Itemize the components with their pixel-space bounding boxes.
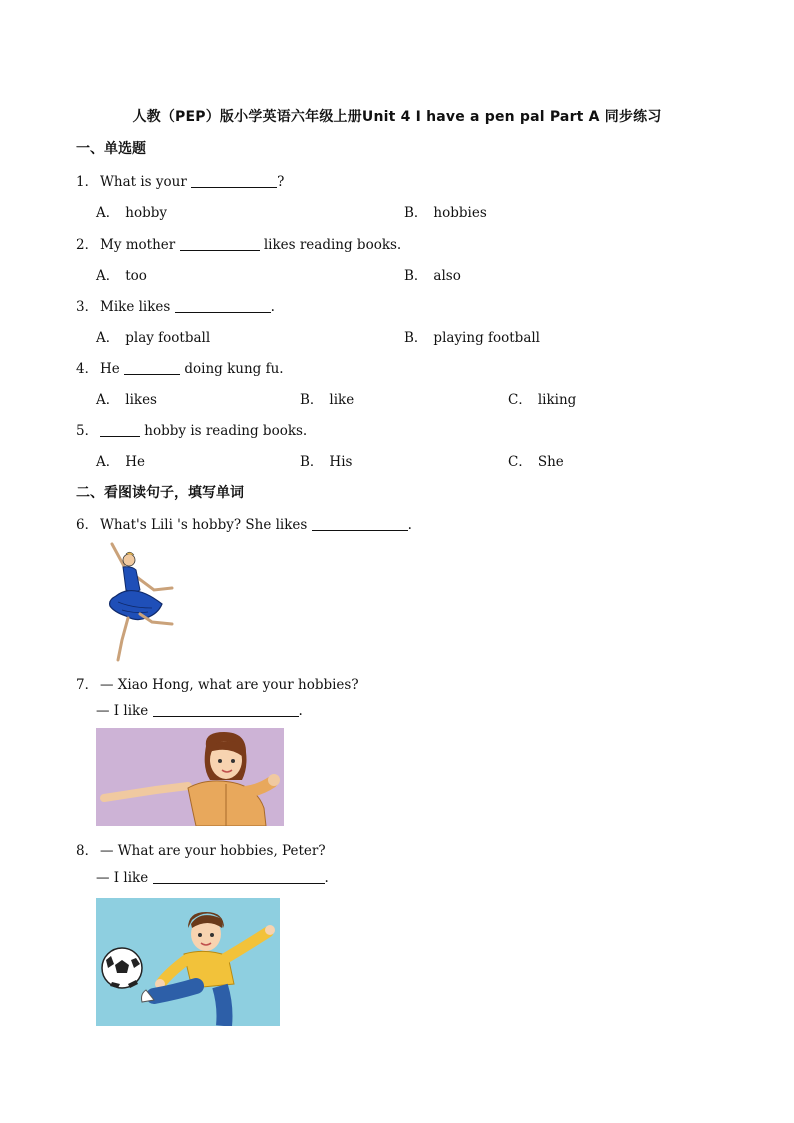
option-c[interactable] [508, 388, 576, 408]
option-text: play football [125, 330, 211, 346]
question-text-end: . [270, 299, 275, 315]
option-letter: A． [96, 268, 120, 284]
option-letter: C． [508, 392, 532, 408]
answer-line-8 [96, 870, 329, 886]
option-text: His [329, 454, 353, 470]
question-text-end: doing kung fu. [180, 361, 284, 377]
option-text: too [125, 268, 147, 284]
question-text: — What are your hobbies, Peter? [100, 843, 326, 859]
answer-blank[interactable] [124, 361, 180, 375]
question-text: What's Lili 's hobby? She likes [100, 517, 312, 533]
answer-blank[interactable] [153, 870, 325, 884]
section-heading-multiple-choice: 一、单选题 [76, 141, 146, 157]
answer-prefix: — I like [96, 703, 153, 719]
option-c[interactable] [508, 450, 564, 470]
question-text-end: hobby is reading books. [140, 423, 308, 439]
question-text: My mother [100, 237, 180, 253]
option-text: like [329, 392, 355, 408]
question-text: What is your [100, 174, 192, 190]
question-8 [76, 839, 326, 859]
option-letter: A． [96, 205, 120, 221]
answer-blank[interactable] [312, 517, 408, 531]
option-letter: B． [300, 454, 324, 470]
option-b[interactable] [404, 201, 487, 221]
answer-blank[interactable] [153, 703, 299, 717]
question-2 [76, 233, 401, 253]
option-a[interactable] [96, 326, 210, 346]
answer-suffix: . [324, 870, 329, 886]
kung-fu-girl-image [96, 728, 284, 826]
football-boy-image [96, 898, 280, 1026]
question-5 [76, 419, 307, 439]
ballet-dancer-image [92, 538, 182, 662]
page-title: 人教（PEP）版小学英语六年级上册Unit 4 I have a pen pal Part A 同步练习 [132, 109, 662, 125]
option-a[interactable] [96, 388, 157, 408]
question-3 [76, 295, 275, 315]
option-text: likes [125, 392, 157, 408]
question-6 [76, 513, 412, 533]
option-text: She [537, 454, 564, 470]
question-text-end: ? [277, 174, 285, 190]
question-text-end: . [407, 517, 412, 533]
answer-suffix: . [298, 703, 303, 719]
option-letter: B． [404, 205, 428, 221]
option-letter: A． [96, 330, 120, 346]
option-text: liking [537, 392, 577, 408]
answer-line-7 [96, 703, 303, 719]
question-number: 8． [76, 843, 99, 859]
option-letter: A． [96, 454, 120, 470]
option-text: hobbies [433, 205, 487, 221]
option-text: hobby [125, 205, 167, 221]
answer-blank[interactable] [180, 237, 260, 251]
option-a[interactable] [96, 264, 147, 284]
question-number: 2． [76, 237, 99, 253]
question-text: He [100, 361, 125, 377]
option-letter: B． [300, 392, 324, 408]
option-letter: C． [508, 454, 532, 470]
question-number: 3． [76, 299, 99, 315]
question-text-end: likes reading books. [259, 237, 402, 253]
option-letter: B． [404, 330, 428, 346]
question-7 [76, 673, 359, 693]
question-number: 5． [76, 423, 99, 439]
option-b[interactable] [404, 326, 540, 346]
answer-prefix: — I like [96, 870, 153, 886]
option-b[interactable] [404, 264, 461, 284]
question-number: 1． [76, 174, 99, 190]
option-text: playing football [433, 330, 541, 346]
question-number: 7． [76, 677, 99, 693]
option-b[interactable] [300, 450, 352, 470]
section-heading-picture-fill-in: 二、看图读句子，填写单词 [76, 485, 244, 501]
option-letter: B． [404, 268, 428, 284]
option-text: also [433, 268, 461, 284]
question-text: Mike likes [100, 299, 175, 315]
answer-blank[interactable] [100, 423, 140, 437]
answer-blank[interactable] [191, 174, 277, 188]
answer-blank[interactable] [175, 299, 271, 313]
question-number: 6． [76, 517, 99, 533]
option-text: He [125, 454, 146, 470]
question-1 [76, 170, 284, 190]
option-b[interactable] [300, 388, 354, 408]
option-a[interactable] [96, 201, 167, 221]
option-a[interactable] [96, 450, 145, 470]
question-number: 4． [76, 361, 99, 377]
question-4 [76, 357, 284, 377]
question-text: — Xiao Hong, what are your hobbies? [100, 677, 359, 693]
option-letter: A． [96, 392, 120, 408]
